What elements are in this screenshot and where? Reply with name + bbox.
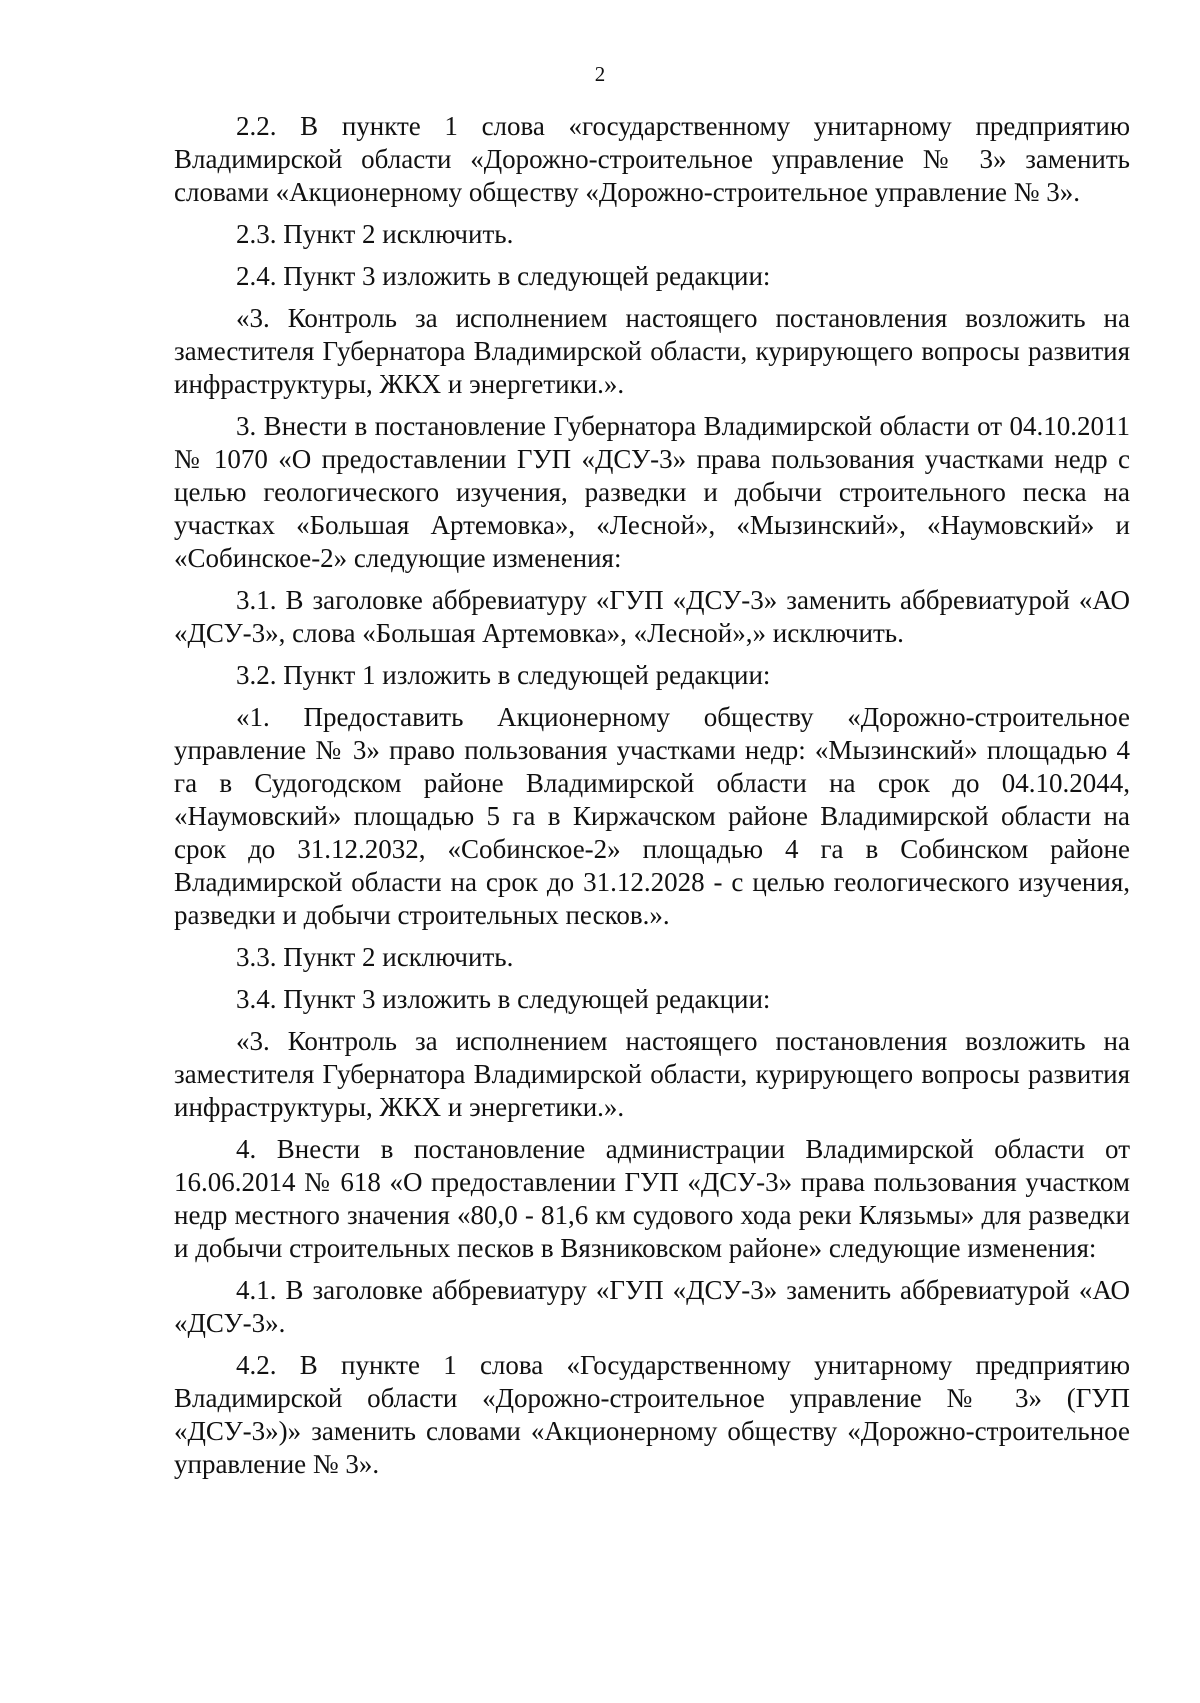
paragraph-3-1: 3.1. В заголовке аббревиатуру «ГУП «ДСУ-3» заменить аббревиатурой «АО «ДСУ-3», слова «Большая Артемовка», «Лесной»,» исключить.: [174, 585, 1130, 648]
paragraph-3-4: 3.4. Пункт 3 изложить в следующей редакции:: [236, 984, 771, 1014]
paragraph-3-4-quote: «3. Контроль за исполнением настоящего постановления возложить на заместителя Губернатора Владимирской области, курирующего вопросы развития инфраструктуры, ЖКХ и энергетики.».: [174, 1026, 1130, 1122]
paragraph-2-2: 2.2. В пункте 1 слова «государственному унитарному предприятию Владимирской области «Дорожно-строительное управление № 3» заменить словами «Акционерному обществу «Дорожно-строительное управление № 3».: [174, 111, 1130, 207]
paragraph-3-3: 3.3. Пункт 2 исключить.: [236, 942, 514, 972]
page-number: 2: [594, 62, 606, 86]
paragraph-4: 4. Внести в постановление администрации Владимирской области от 16.06.2014 № 618 «О предоставлении ГУП «ДСУ-3» права пользования участком недр местного значения «80,0 - 81,6 км судового хода реки Клязьмы» для разведки и добычи строительных песков в Вязниковском районе» следующие изменения:: [174, 1134, 1130, 1263]
document-body: [174, 110, 1130, 1490]
paragraph-4-2: 4.2. В пункте 1 слова «Государственному унитарному предприятию Владимирской области «Дорожно-строительное управление № 3» (ГУП «ДСУ-3»)» заменить словами «Акционерному обществу «Дорожно-строительное управление № 3».: [174, 1350, 1130, 1479]
paragraph-3-2: 3.2. Пункт 1 изложить в следующей редакции:: [236, 660, 771, 690]
paragraph-3: 3. Внести в постановление Губернатора Владимирской области от 04.10.2011 № 1070 «О предоставлении ГУП «ДСУ-3» права пользования участками недр с целью геологического изучения, разведки и добычи строительного песка на участках «Большая Артемовка», «Лесной», «Мызинский», «Наумовский» и «Собинское-2» следующие изменения:: [174, 411, 1130, 573]
paragraph-3-2-quote: «1. Предоставить Акционерному обществу «Дорожно-строительное управление № 3» право пользования участками недр: «Мызинский» площадью 4 га в Судогодском районе Владимирской области на срок до 04.10.2044, «Наумовский» площадью 5 га в Киржачском районе Владимирской области на срок до 31.12.2032, «Собинское-2» площадью 4 га в Собинском районе Владимирской области на срок до 31.12.2028 - с целью геологического изучения, разведки и добычи строительных песков.».: [174, 702, 1130, 930]
paragraph-4-1: 4.1. В заголовке аббревиатуру «ГУП «ДСУ-3» заменить аббревиатурой «АО «ДСУ-3».: [174, 1275, 1130, 1338]
paragraph-2-3: 2.3. Пункт 2 исключить.: [236, 219, 514, 249]
paragraph-2-4-quote: «3. Контроль за исполнением настоящего постановления возложить на заместителя Губернатора Владимирской области, курирующего вопросы развития инфраструктуры, ЖКХ и энергетики.».: [174, 303, 1130, 399]
paragraph-2-4: 2.4. Пункт 3 изложить в следующей редакции:: [236, 261, 771, 291]
